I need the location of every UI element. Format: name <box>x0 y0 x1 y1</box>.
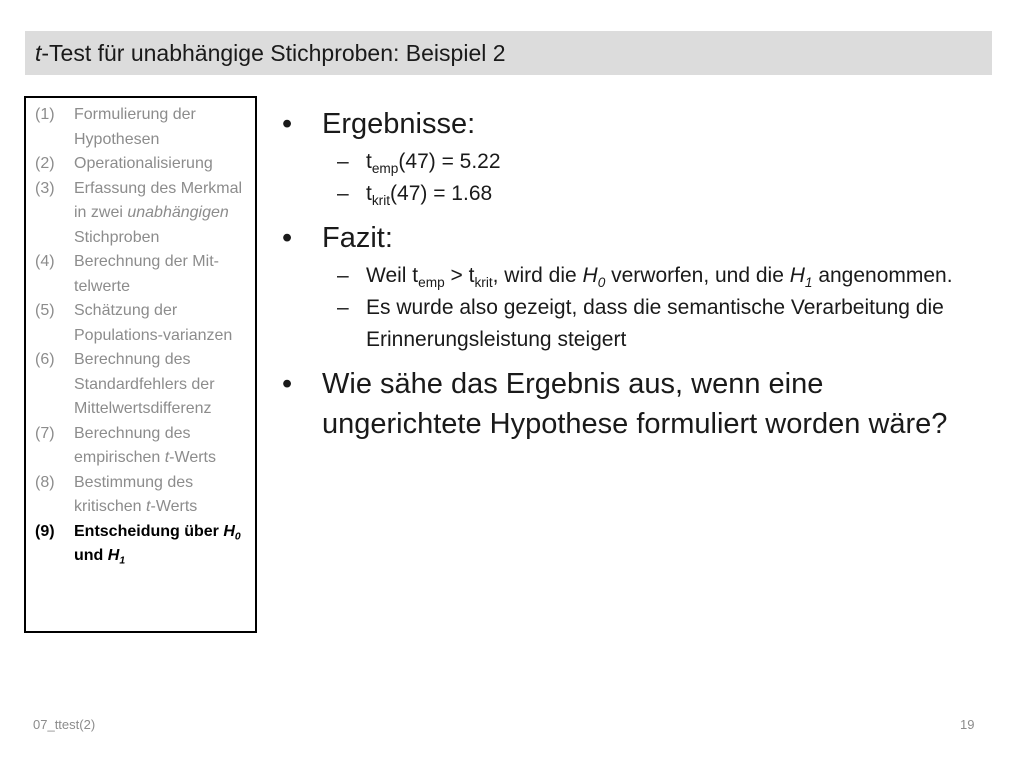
step-number: (8) <box>35 473 55 491</box>
steps-box <box>24 96 257 633</box>
step-text-part: Berechnung des empirischen <box>74 424 191 466</box>
t-subscript: emp <box>371 160 399 176</box>
step-text: Berechnung des Standardfehlers der Mittelwertsdifferenz <box>74 351 215 417</box>
step-text-part: -Werts <box>150 498 198 515</box>
step-text-part: Entscheidung über <box>74 522 219 540</box>
t-krit-line <box>282 178 982 210</box>
step-text-part: Bestimmung des kritischen <box>74 473 194 515</box>
step-item-1 <box>35 103 249 152</box>
step-text: Schätzung der Populations-varianzen <box>74 302 233 344</box>
t-krit-value: (47) = 1.68 <box>390 182 493 205</box>
step-text-part: Erfassung des Merkmal in zwei <box>74 179 243 221</box>
conclusion-bullet <box>282 218 982 258</box>
step-text: Formulierung der Hypothesen <box>74 106 196 148</box>
step-item-6 <box>35 348 249 422</box>
step-number: (5) <box>35 302 55 319</box>
step-item-9-current <box>35 520 249 569</box>
conclusion-line-2: – Es wurde also gezeigt, dass die semantische Verarbeitung die Erinnerungsleistung steigert <box>282 292 982 356</box>
h0-symbol: $H_0$ <box>223 522 241 543</box>
step-text-italic: t <box>146 498 151 515</box>
bullet-dash: – <box>337 296 349 319</box>
step-item-8 <box>35 471 249 520</box>
bullet-dot: • <box>282 368 293 400</box>
step-text <box>74 520 249 569</box>
results-heading: Ergebnisse: <box>322 108 476 140</box>
title-text: -Test für unabhängige Stichproben: Beispiel 2 <box>41 40 506 66</box>
step-item-5 <box>35 299 249 348</box>
step-text-italic: unabhängigen <box>127 204 229 221</box>
step-text <box>74 471 249 520</box>
step-number: (4) <box>35 253 55 270</box>
step-number: (6) <box>35 351 55 368</box>
h1-symbol: $H_1$ <box>107 547 126 567</box>
step-item-3 <box>35 177 249 251</box>
step-text-part: -Werts <box>169 449 216 466</box>
footer-filename: 07_ttest(2) <box>33 717 96 732</box>
question-bullet <box>282 364 982 444</box>
step-text-and: und <box>74 547 104 564</box>
question-text: Wie sähe das Ergebnis aus, wenn eine ungerichtete Hypothese formuliert worden wäre? <box>322 368 948 440</box>
title-italic-t: t <box>35 40 42 66</box>
conclusion-heading: Fazit: <box>322 222 393 254</box>
t-emp-value: (47) = 5.22 <box>398 150 501 173</box>
bullet-dot: • <box>282 108 293 140</box>
step-number: (7) <box>35 424 55 442</box>
slide-content <box>282 104 982 444</box>
results-bullet <box>282 104 982 144</box>
step-text <box>74 422 249 471</box>
conclusion-line-1: – Weil $t_{emp} > t_{krit}$, wird die $H_0$ verworfen, und die $H_1$ angenommen. <box>282 260 982 292</box>
t-emp-line <box>282 146 982 178</box>
conclusion-sublist <box>282 260 982 356</box>
t-symbol: t <box>366 150 372 173</box>
h1-symbol: $H_1$ <box>789 264 813 290</box>
results-sublist <box>282 146 982 210</box>
t-subscript: krit <box>371 192 391 208</box>
page-number: 19 <box>960 717 975 732</box>
t-symbol: t <box>366 182 372 205</box>
slide-title-bar <box>25 31 992 75</box>
bullet-dash: – <box>337 150 349 173</box>
step-text <box>74 177 249 251</box>
step-item-7 <box>35 422 249 471</box>
step-number: (1) <box>35 106 55 123</box>
slide-title <box>35 40 506 66</box>
step-text: Operationalisierung <box>74 155 213 172</box>
steps-list <box>35 103 249 569</box>
h0-symbol: $H_0$ <box>582 264 606 290</box>
step-text: Berechnung der Mit-telwerte <box>74 253 219 295</box>
step-number: (9) <box>35 522 55 540</box>
step-item-4 <box>35 250 249 299</box>
step-item-2 <box>35 152 249 177</box>
bullet-dash: – <box>337 182 349 205</box>
step-text-italic: t <box>164 449 170 466</box>
step-number: (3) <box>35 179 55 197</box>
step-number: (2) <box>35 155 55 172</box>
step-text-part: Stichproben <box>74 228 160 246</box>
bullet-dash: – <box>337 264 349 287</box>
bullet-dot: • <box>282 222 293 254</box>
